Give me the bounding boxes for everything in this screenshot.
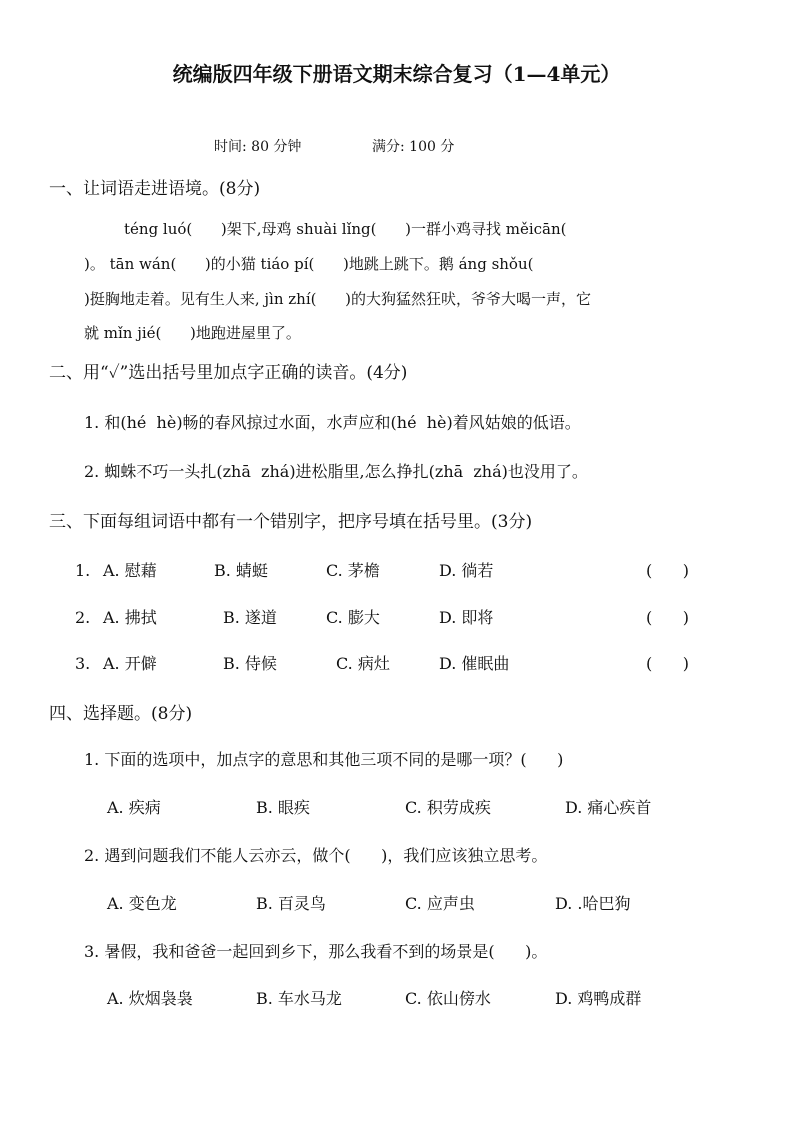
- exam-score: 满分: 100 分: [372, 139, 455, 155]
- option-b: B. 眼疾: [256, 798, 310, 817]
- row-number: 1.: [75, 561, 91, 580]
- section-2-item: 1. 和(hé hè)畅的春风掠过水面，水声应和(hé hè)着风姑娘的低语。: [84, 413, 581, 432]
- exam-time: 时间: 80 分钟: [214, 139, 302, 155]
- question: 1. 下面的选项中，加点字的意思和其他三项不同的是哪一项？( ): [84, 750, 564, 769]
- section-2-item: 2. 蜘蛛不巧一头扎(zhā zhá)进松脂里,怎么挣扎(zhā zhá)也没用了。: [84, 462, 588, 481]
- row-number: 3.: [75, 654, 91, 673]
- question: 3. 暑假，我和爸爸一起回到乡下，那么我看不到的场景是( )。: [84, 942, 548, 961]
- answer-blank: ( ): [646, 561, 689, 580]
- option-d: D. 徜若: [439, 561, 494, 580]
- option-b: B. 侍候: [223, 654, 277, 673]
- option-c: C. 应声虫: [405, 894, 475, 913]
- option-d: D. 鸡鸭成群: [555, 989, 642, 1008]
- question: 2. 遇到问题我们不能人云亦云，做个( )，我们应该独立思考。: [84, 846, 548, 865]
- option-d: D. .哈巴狗: [555, 894, 631, 913]
- section-2-heading: 二、用“✓”选出括号里加点字正确的读音。(4分): [49, 363, 408, 383]
- option-a: A. 变色龙: [107, 894, 177, 913]
- option-a: A. 炊烟袅袅: [107, 989, 193, 1008]
- option-d: D. 即将: [439, 608, 494, 627]
- option-b: B. 百灵鸟: [256, 894, 326, 913]
- page-title: 统编版四年级下册语文期末综合复习（1—4单元）: [172, 62, 621, 86]
- option-a: A. 慰藉: [103, 561, 157, 580]
- option-c: C. 积劳成疾: [405, 798, 491, 817]
- option-c: C. 膨大: [326, 608, 380, 627]
- section-4-heading: 四、选择题。(8分): [49, 704, 193, 724]
- option-b: B. 遂道: [223, 608, 277, 627]
- section-1-line: 就 mǐn jié( )地跑进屋里了。: [84, 324, 301, 342]
- answer-blank: ( ): [646, 608, 689, 627]
- option-a: A. 开僻: [103, 654, 157, 673]
- option-b: B. 蜻蜓: [214, 561, 268, 580]
- option-a: A. 拂拭: [103, 608, 157, 627]
- section-1-line: téng luó( )架下,母鸡 shuài lǐng( )一群小鸡寻找 měicān(: [124, 220, 567, 238]
- option-c: C. 依山傍水: [405, 989, 491, 1008]
- option-c: C. 茅檐: [326, 561, 380, 580]
- section-1-line: )。 tān wán( )的小猫 tiáo pí( )地跳上跳下。鹅 áng shǒu(: [84, 255, 534, 273]
- option-b: B. 车水马龙: [256, 989, 342, 1008]
- section-1-line: )挺胸地走着。见有生人来, jìn zhí( )的大狗猛然狂吠，爷爷大喝一声，它: [84, 290, 591, 308]
- option-a: A. 疾病: [107, 798, 161, 817]
- option-d: D. 催眠曲: [439, 654, 510, 673]
- section-3-heading: 三、下面每组词语中都有一个错别字，把序号填在括号里。(3分): [49, 512, 533, 532]
- option-d: D. 痛心疾首: [565, 798, 652, 817]
- row-number: 2.: [75, 608, 91, 627]
- section-1-heading: 一、让词语走进语境。(8分): [49, 179, 261, 199]
- option-c: C. 病灶: [336, 654, 390, 673]
- answer-blank: ( ): [646, 654, 689, 673]
